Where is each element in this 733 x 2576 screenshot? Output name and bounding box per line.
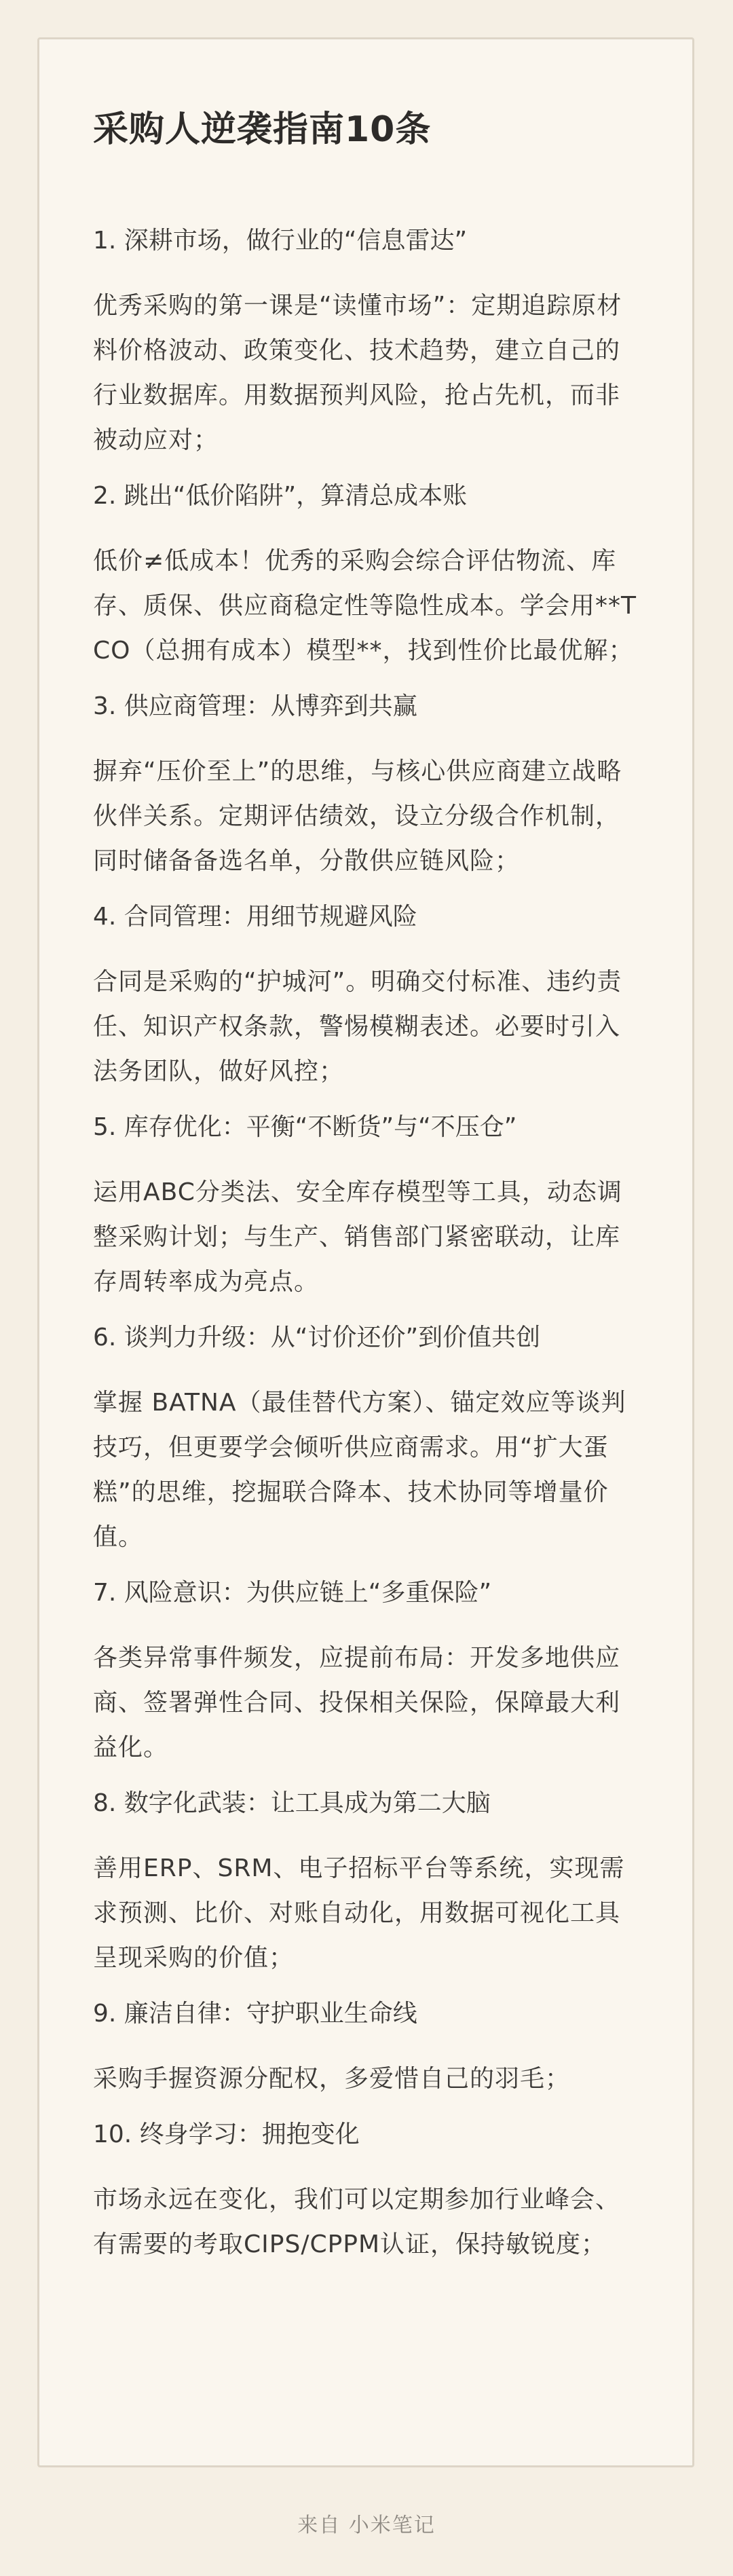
- list-item: [93, 1787, 643, 1981]
- list-item: [93, 900, 643, 1094]
- note-title: 采购人逆袭指南10条: [93, 109, 432, 150]
- item-heading: 3. 供应商管理：从博弈到共赢: [93, 692, 417, 721]
- item-heading: 10. 终身学习：拥抱变化: [93, 2121, 360, 2149]
- item-heading: 2. 跳出“低价陷阱”，算清总成本账: [93, 482, 468, 510]
- item-heading: 9. 廉洁自律：守护职业生命线: [93, 2000, 417, 2028]
- item-body: 市场永远在变化，我们可以定期参加行业峰会、有需要的考取CIPS/CPPM认证，保持敏锐度；: [93, 2186, 621, 2259]
- list-item: [93, 1576, 643, 1770]
- item-body: 优秀采购的第一课是“读懂市场”：定期追踪原材料价格波动、政策变化、技术趋势，建立自己的行业数据库。用数据预判风险，抢占先机，而非被动应对；: [93, 292, 622, 455]
- item-heading: 8. 数字化武装：让工具成为第二大脑: [93, 1789, 491, 1818]
- item-body: 善用ERP、SRM、电子招标平台等系统，实现需求预测、比价、对账自动化，用数据可视化工具呈现采购的价值；: [93, 1854, 625, 1973]
- item-heading: 6. 谈判力升级：从“讨价还价”到价值共创: [93, 1324, 541, 1352]
- item-body: 各类异常事件频发，应提前布局：开发多地供应商、签署弹性合同、投保相关保险，保障最大利益化。: [93, 1644, 621, 1762]
- source-footer: 来自 小米笔记: [297, 2514, 436, 2537]
- list-item: [93, 1321, 643, 1560]
- list-item: [93, 1110, 643, 1305]
- item-body: 摒弃“压价至上”的思维，与核心供应商建立战略伙伴关系。定期评估绩效，设立分级合作机制，同时储备备选名单，分散供应链风险；: [93, 758, 622, 876]
- item-heading: 1. 深耕市场，做行业的“信息雷达”: [93, 227, 468, 255]
- item-body: 运用ABC分类法、安全库存模型等工具，动态调整采购计划；与生产、销售部门紧密联动，让库存周转率成为亮点。: [93, 1178, 622, 1296]
- list-item: [93, 1997, 643, 2102]
- list-item: [93, 224, 643, 463]
- item-body: 掌握 BATNA（最佳替代方案）、锚定效应等谈判技巧，但更要学会倾听供应商需求。用“扩大蛋糕”的思维，挖掘联合降本、技术协同等增量价值。: [93, 1389, 626, 1552]
- item-body: 低价≠低成本！优秀的采购会综合评估物流、库存、质保、供应商稳定性等隐性成本。学会用**TCO（总拥有成本）模型**，找到性价比最优解；: [93, 547, 637, 665]
- item-body: 采购手握资源分配权，多爱惜自己的羽毛；: [93, 2065, 571, 2093]
- item-body: 合同是采购的“护城河”。明确交付标准、违约责任、知识产权条款，警惕模糊表述。必要时引入法务团队，做好风控；: [93, 968, 622, 1086]
- item-heading: 5. 库存优化：平衡“不断货”与“不压仓”: [93, 1113, 517, 1142]
- item-heading: 4. 合同管理：用细节规避风险: [93, 903, 417, 931]
- list-item: [93, 2118, 643, 2267]
- list-item: [93, 479, 643, 673]
- note-content: [93, 109, 643, 2283]
- item-heading: 7. 风险意识：为供应链上“多重保险”: [93, 1579, 492, 1607]
- list-item: [93, 690, 643, 884]
